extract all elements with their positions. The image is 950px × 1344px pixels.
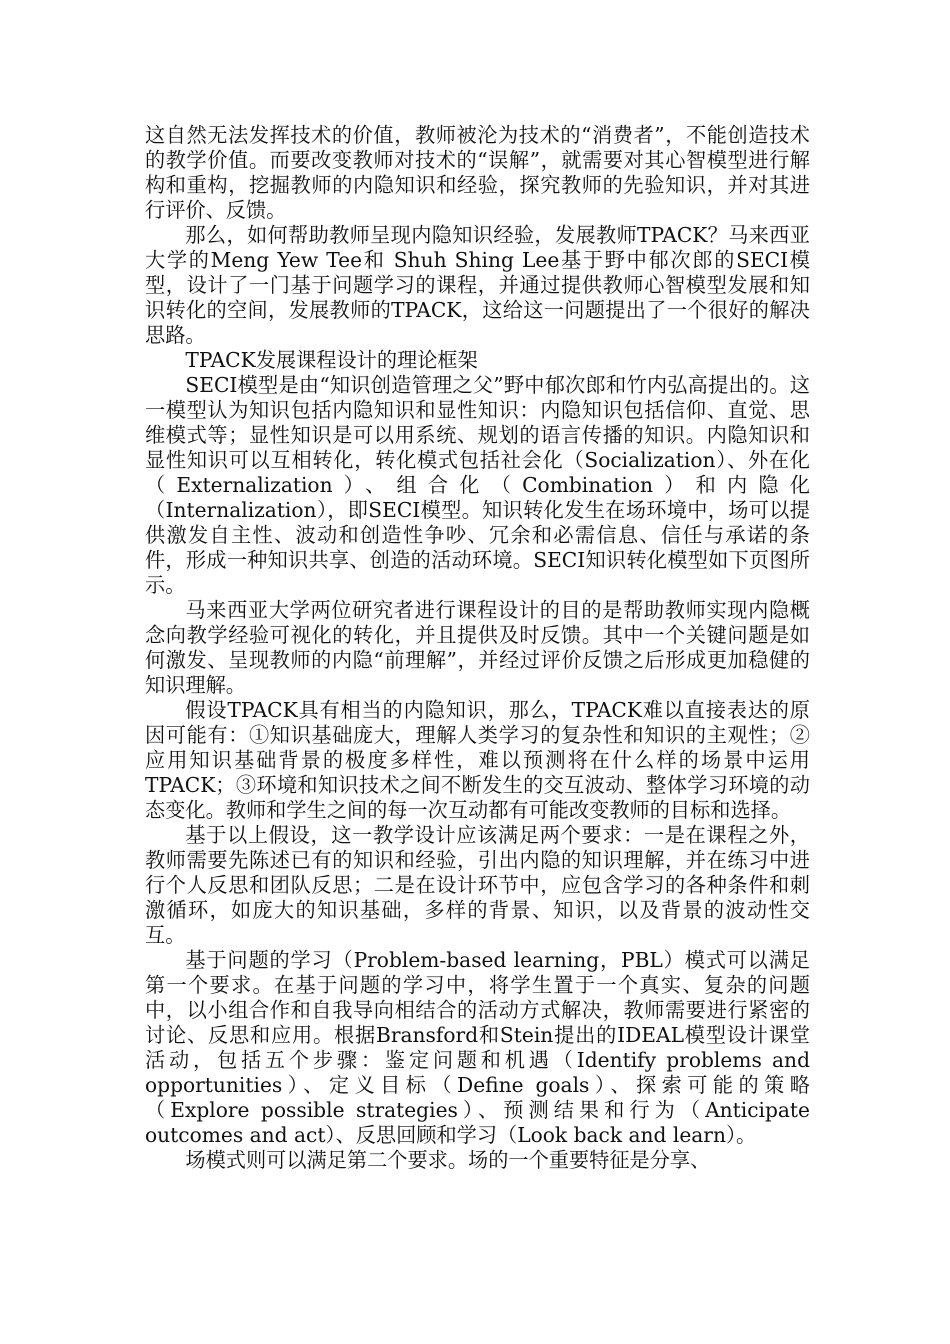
paragraph-intro-continued: 这自然无法发挥技术的价值，教师被沦为技术的“消费者”，不能创造技术的教学价值。而要改变教师对技术的“误解”，就需要对其心智模型进行解构和重构，挖掘教师的内隐知识和经验，探究教师的先验知识，并对其进行评价、反馈。 — [145, 123, 810, 222]
paragraph-seci-model: SECI模型是由“知识创造管理之父”野中郁次郎和竹内弘高提出的。这一模型认为知识包括内隐知识和显性知识：内隐知识包括信仰、直觉、思维模式等；显性知识是可以用系统、规划的语言传播的知识。内隐知识和显性知识可以互相转化，转化模式包括社会化（Socialization）、外在化（Externalization）、组合化（Combination）和内隐化 （Internalization），即SECI模型。知识转化发生在场环境中，场可以提供激发自主性、波动和创造性争吵、冗余和必需信息、信任与承诺的条件，形成一种知识共享、创造的活动环境。SECI知识转化模型如下页图所示。 — [145, 373, 810, 597]
paragraph-question: 那么，如何帮助教师呈现内隐知识经验，发展教师TPACK？马来西亚大学的Meng Yew Tee和 Shuh Shing Lee基于野中郁次郎的SECI模型，设计了一门基于问题学习的课程，并通过提供教师心智模型发展和知识转化的空间，发展教师的TPACK，这给这一问题提出了一个很好的解决思路。 — [145, 223, 810, 347]
paragraph-pbl: 基于问题的学习（Problem-based learning，PBL）模式可以满足第一个要求。在基于问题的学习中，将学生置于一个真实、复杂的问题中，以小组合作和自我导向相结合的活动方式解决，教师需要进行紧密的讨论、反思和应用。根据Bransford和Stein提出的IDEAL模型设计课堂活动，包括五个步骤：鉴定问题和机遇（Identify problems and opportunities）、定义目标（Define goals）、探索可能的策略（Explore possible strategies）、预测结果和行为（Anticipate outcomes and act）、反思回顾和学习（Look back and learn）。 — [145, 948, 810, 1147]
paragraph-assumptions: 假设TPACK具有相当的内隐知识，那么，TPACK难以直接表达的原因可能有：①知识基础庞大，理解人类学习的复杂性和知识的主观性；②应用知识基础背景的极度多样性，难以预测将在什么样的场景中运用TPACK；③环境和知识技术之间不断发生的交互波动、整体学习环境的动态变化。教师和学生之间的每一次互动都有可能改变教师的目标和选择。 — [145, 698, 810, 822]
paragraph-course-goal: 马来西亚大学两位研究者进行课程设计的目的是帮助教师实现内隐概念向教学经验可视化的转化，并且提供及时反馈。其中一个关键问题是如何激发、呈现教师的内隐“前理解”，并经过评价反馈之后形成更加稳健的知识理解。 — [145, 598, 810, 697]
paragraph-requirements: 基于以上假设，这一教学设计应该满足两个要求：一是在课程之外，教师需要先陈述已有的知识和经验，引出内隐的知识理解，并在练习中进行个人反思和团队反思；二是在设计环节中，应包含学习的各种条件和刺激循环，如庞大的知识基础，多样的背景、知识，以及背景的波动性交互。 — [145, 823, 810, 947]
document-page — [145, 123, 810, 1173]
section-heading: TPACK发展课程设计的理论框架 — [185, 348, 478, 372]
paragraph-ba-model: 场模式则可以满足第二个要求。场的一个重要特征是分享、 — [185, 1148, 711, 1172]
